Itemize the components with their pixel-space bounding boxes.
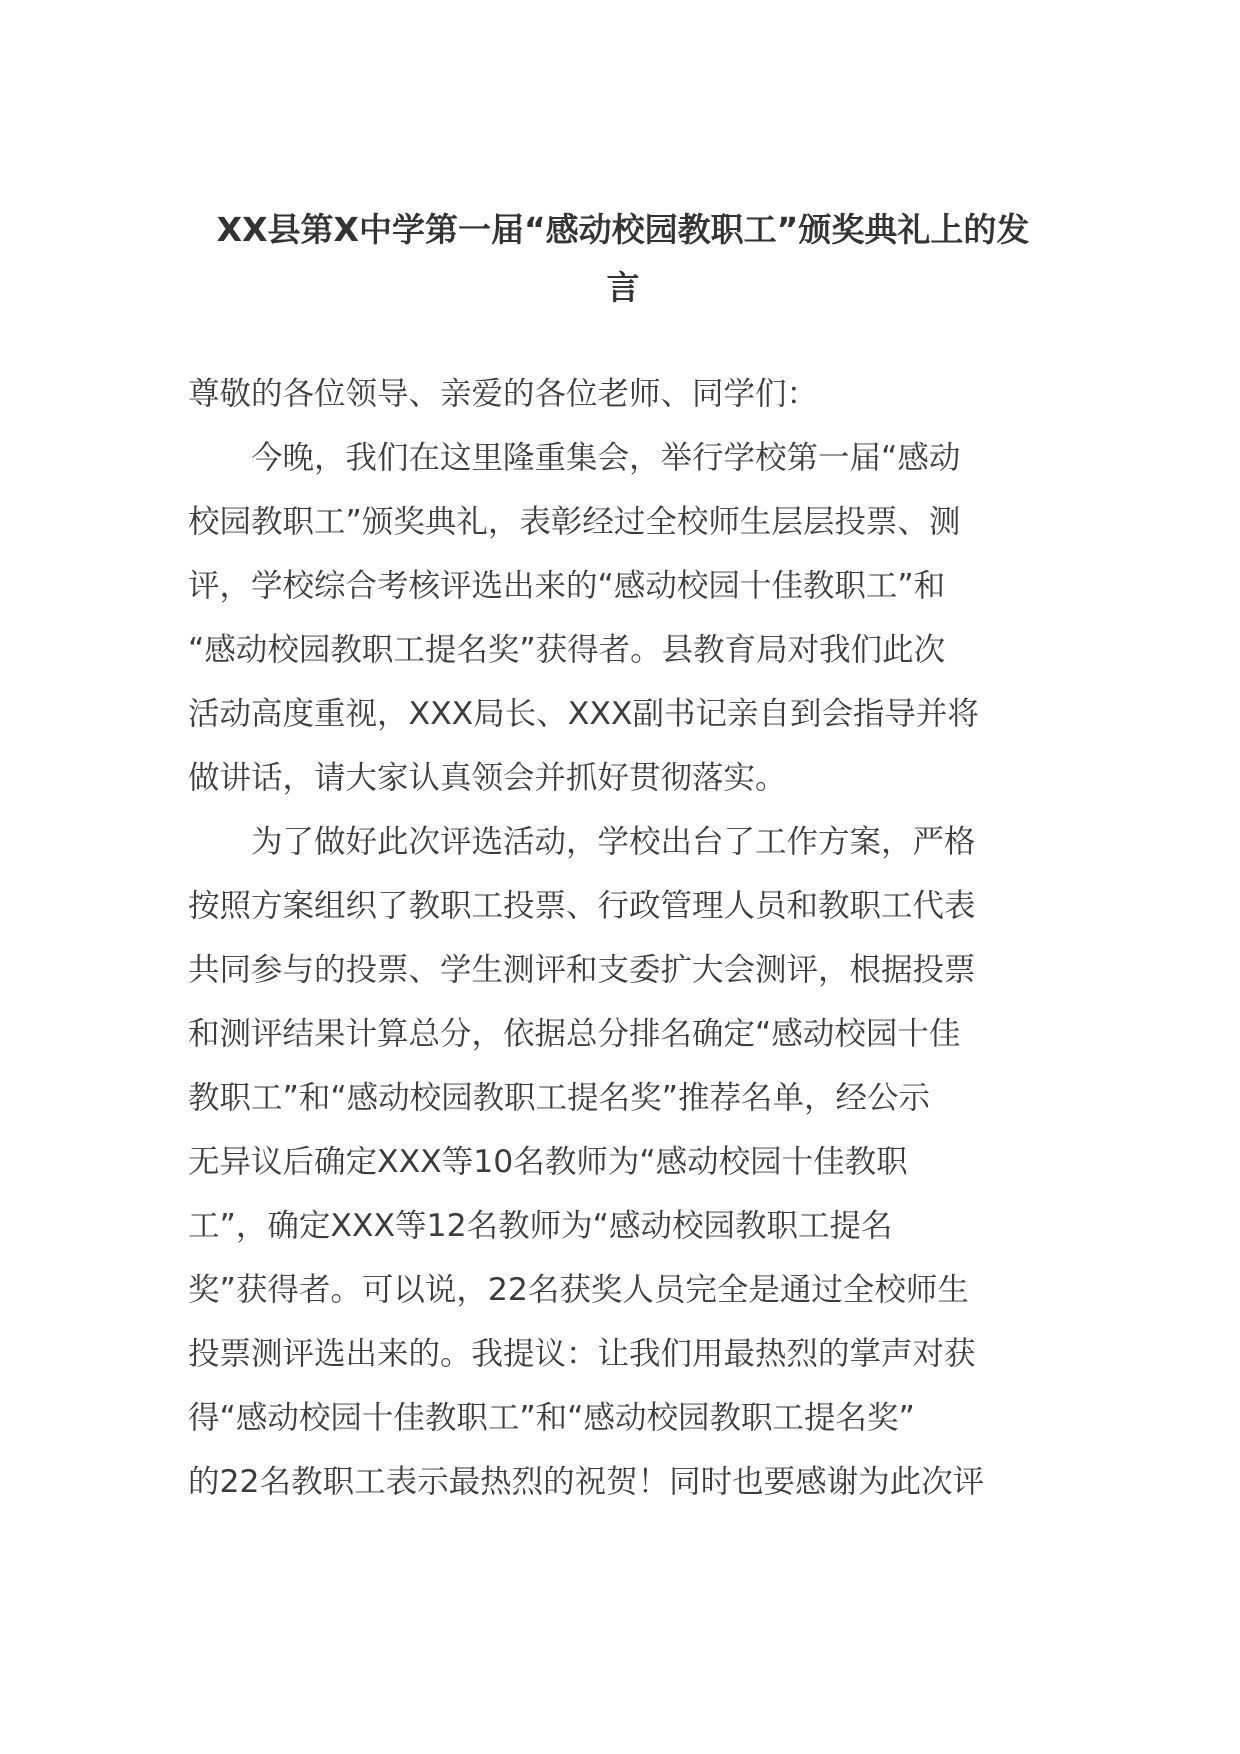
paragraph-line: 得“感动校园十佳教职工”和“感动校园教职工提名奖” xyxy=(188,1400,915,1436)
paragraph-line: 为了做好此次评选活动，学校出台了工作方案，严格 xyxy=(188,824,976,860)
paragraph-line: 工”，确定XXX等12名教师为“感动校园教职工提名 xyxy=(188,1208,893,1244)
paragraph-line: 活动高度重视，XXX局长、XXX副书记亲自到会指导并将 xyxy=(188,696,979,732)
paragraph-line: 教职工”和“感动校园教职工提名奖”推荐名单，经公示 xyxy=(188,1080,930,1116)
document-title-line-1: XX县第X中学第一届“感动校园教职工”颁奖典礼上的发 xyxy=(216,210,1030,249)
paragraph-line: 共同参与的投票、学生测评和支委扩大会测评，根据投票 xyxy=(188,952,976,988)
salutation-line: 尊敬的各位领导、亲爱的各位老师、同学们： xyxy=(188,376,819,412)
paragraph-line: 的22名教职工表示最热烈的祝贺！同时也要感谢为此次评 xyxy=(188,1464,985,1500)
paragraph-line: 无异议后确定XXX等10名教师为“感动校园十佳教职 xyxy=(188,1144,908,1180)
paragraph-line: 按照方案组织了教职工投票、行政管理人员和教职工代表 xyxy=(188,888,976,924)
paragraph-line: 今晚，我们在这里隆重集会，举行学校第一届“感动 xyxy=(188,440,961,476)
paragraph-line: 投票测评选出来的。我提议：让我们用最热烈的掌声对获 xyxy=(188,1336,976,1372)
paragraph-line: 评，学校综合考核评选出来的“感动校园十佳教职工”和 xyxy=(188,568,946,604)
paragraph-line: 和测评结果计算总分，依据总分排名确定“感动校园十佳 xyxy=(188,1016,961,1052)
paragraph-line: 奖”获得者。可以说，22名获奖人员完全是通过全校师生 xyxy=(188,1272,969,1308)
paragraph-line: “感动校园教职工提名奖”获得者。县教育局对我们此次 xyxy=(188,632,946,668)
paragraph-line: 做讲话，请大家认真领会并抓好贯彻落实。 xyxy=(188,760,787,796)
document-title-line-2: 言 xyxy=(606,268,640,307)
paragraph-line: 校园教职工”颁奖典礼，表彰经过全校师生层层投票、测 xyxy=(188,504,961,540)
